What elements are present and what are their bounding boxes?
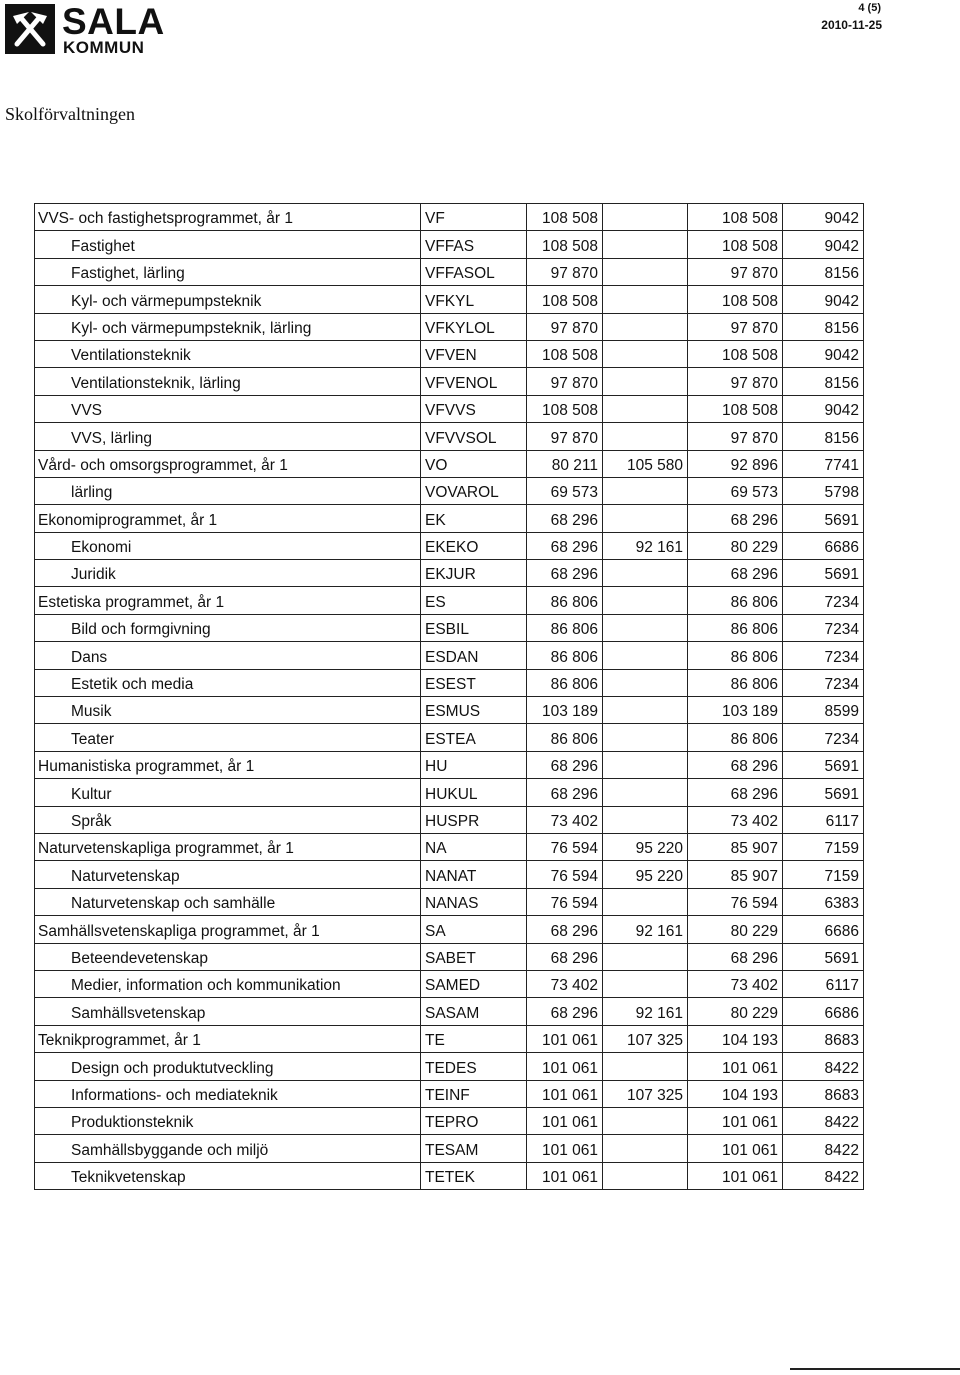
amount-cell [603,368,688,395]
amount-cell [603,888,688,915]
amount-cell: 86 806 [688,724,783,751]
program-code-cell: VF [421,204,527,231]
document-date: 2010-11-25 [821,18,882,32]
amount-cell: 108 508 [688,204,783,231]
program-code-cell: VOVAROL [421,477,527,504]
table-row [35,614,864,641]
amount-cell: 80 229 [688,916,783,943]
program-name-cell: Dans [35,642,421,669]
table-row [35,1053,864,1080]
program-name-cell: Naturvetenskapliga programmet, år 1 [35,833,421,860]
amount-cell [603,231,688,258]
table-row [35,916,864,943]
monthly-amount-cell: 8422 [783,1053,864,1080]
amount-cell: 101 061 [688,1107,783,1134]
monthly-amount-cell: 5691 [783,751,864,778]
program-code-cell: VFKYL [421,286,527,313]
logo-subtitle: KOMMUN [63,38,145,57]
amount-cell: 80 211 [527,450,603,477]
monthly-amount-cell: 7234 [783,669,864,696]
amount-cell: 107 325 [603,1025,688,1052]
table-row [35,368,864,395]
monthly-amount-cell: 8683 [783,1025,864,1052]
amount-cell: 86 806 [688,587,783,614]
program-code-cell: TEPRO [421,1107,527,1134]
amount-cell: 68 296 [527,779,603,806]
amount-cell: 101 061 [527,1107,603,1134]
program-name-cell: Fastighet [35,231,421,258]
table-row [35,751,864,778]
program-code-cell: EKJUR [421,560,527,587]
amount-cell: 76 594 [527,888,603,915]
amount-cell: 97 870 [527,313,603,340]
amount-cell [603,806,688,833]
monthly-amount-cell: 8683 [783,1080,864,1107]
program-code-cell: EKEKO [421,532,527,559]
monthly-amount-cell: 6686 [783,916,864,943]
amount-cell: 68 296 [527,998,603,1025]
amount-cell: 108 508 [688,231,783,258]
amount-cell [603,313,688,340]
footer-rule [790,1368,960,1370]
program-code-cell: ESMUS [421,697,527,724]
program-name-cell: lärling [35,477,421,504]
program-name-cell: Samhällsbyggande och miljö [35,1135,421,1162]
program-name-cell: Teknikvetenskap [35,1162,421,1189]
monthly-amount-cell: 6686 [783,532,864,559]
amount-cell: 69 573 [688,477,783,504]
monthly-amount-cell: 8156 [783,423,864,450]
amount-cell: 73 402 [688,970,783,997]
monthly-amount-cell: 5798 [783,477,864,504]
amount-cell: 101 061 [688,1135,783,1162]
amount-cell [603,423,688,450]
monthly-amount-cell: 8156 [783,368,864,395]
program-code-cell: ESBIL [421,614,527,641]
monthly-amount-cell: 5691 [783,505,864,532]
amount-cell: 76 594 [527,833,603,860]
monthly-amount-cell: 9042 [783,204,864,231]
program-name-cell: Kyl- och värmepumpsteknik [35,286,421,313]
table-row [35,724,864,751]
amount-cell: 101 061 [527,1025,603,1052]
program-name-cell: Naturvetenskap [35,861,421,888]
program-name-cell: Ventilationsteknik [35,340,421,367]
amount-cell [603,477,688,504]
program-code-cell: VFVENOL [421,368,527,395]
monthly-amount-cell: 8422 [783,1107,864,1134]
program-name-cell: Teknikprogrammet, år 1 [35,1025,421,1052]
program-code-cell: SA [421,916,527,943]
amount-cell [603,587,688,614]
program-cost-table-body [35,204,864,1190]
amount-cell: 73 402 [688,806,783,833]
program-code-cell: ESDAN [421,642,527,669]
program-code-cell: TESAM [421,1135,527,1162]
program-name-cell: Estetiska programmet, år 1 [35,587,421,614]
monthly-amount-cell: 6686 [783,998,864,1025]
amount-cell: 86 806 [688,642,783,669]
monthly-amount-cell: 9042 [783,340,864,367]
program-name-cell: Ventilationsteknik, lärling [35,368,421,395]
monthly-amount-cell: 8156 [783,313,864,340]
amount-cell [603,1107,688,1134]
hammer-pick-logo-icon [5,4,55,54]
amount-cell [603,560,688,587]
program-name-cell: Kyl- och värmepumpsteknik, lärling [35,313,421,340]
program-name-cell: Design och produktutveckling [35,1053,421,1080]
department-name: Skolförvaltningen [5,104,135,124]
amount-cell: 73 402 [527,970,603,997]
amount-cell [603,340,688,367]
monthly-amount-cell: 8422 [783,1162,864,1189]
table-row [35,560,864,587]
amount-cell: 86 806 [527,669,603,696]
program-name-cell: Vård- och omsorgsprogrammet, år 1 [35,450,421,477]
amount-cell: 69 573 [527,477,603,504]
amount-cell [603,943,688,970]
program-name-cell: Musik [35,697,421,724]
amount-cell [603,779,688,806]
program-name-cell: Estetik och media [35,669,421,696]
amount-cell [603,724,688,751]
amount-cell: 68 296 [688,943,783,970]
program-code-cell: VFKYLOL [421,313,527,340]
amount-cell: 103 189 [688,697,783,724]
amount-cell: 68 296 [527,916,603,943]
amount-cell: 92 161 [603,916,688,943]
table-row [35,888,864,915]
amount-cell: 86 806 [527,724,603,751]
amount-cell: 108 508 [688,340,783,367]
amount-cell: 105 580 [603,450,688,477]
table-row [35,477,864,504]
amount-cell [603,1135,688,1162]
amount-cell: 85 907 [688,861,783,888]
monthly-amount-cell: 7234 [783,642,864,669]
amount-cell: 97 870 [688,258,783,285]
logo-name: SALA [62,1,165,42]
monthly-amount-cell: 6117 [783,970,864,997]
amount-cell [603,970,688,997]
monthly-amount-cell: 7234 [783,587,864,614]
table-row [35,395,864,422]
table-row [35,423,864,450]
program-cost-table [34,203,864,1190]
monthly-amount-cell: 8156 [783,258,864,285]
table-row [35,970,864,997]
program-code-cell: TEDES [421,1053,527,1080]
amount-cell: 103 189 [527,697,603,724]
program-name-cell: Samhällsvetenskapliga programmet, år 1 [35,916,421,943]
program-name-cell: Juridik [35,560,421,587]
amount-cell [603,505,688,532]
program-code-cell: TEINF [421,1080,527,1107]
amount-cell [603,751,688,778]
amount-cell: 97 870 [688,313,783,340]
program-name-cell: Språk [35,806,421,833]
table-row [35,1162,864,1189]
amount-cell: 68 296 [527,505,603,532]
program-code-cell: VFFASOL [421,258,527,285]
amount-cell: 108 508 [527,340,603,367]
amount-cell: 68 296 [527,751,603,778]
amount-cell: 101 061 [527,1135,603,1162]
program-name-cell: VVS [35,395,421,422]
monthly-amount-cell: 7159 [783,833,864,860]
program-code-cell: TETEK [421,1162,527,1189]
amount-cell: 76 594 [527,861,603,888]
amount-cell: 95 220 [603,833,688,860]
monthly-amount-cell: 8599 [783,697,864,724]
amount-cell: 108 508 [527,286,603,313]
amount-cell [603,1053,688,1080]
program-name-cell: Bild och formgivning [35,614,421,641]
monthly-amount-cell: 8422 [783,1135,864,1162]
amount-cell: 92 161 [603,998,688,1025]
amount-cell: 76 594 [688,888,783,915]
amount-cell: 108 508 [527,395,603,422]
program-code-cell: NANAT [421,861,527,888]
amount-cell: 80 229 [688,532,783,559]
amount-cell: 68 296 [688,505,783,532]
table-row [35,861,864,888]
table-row [35,779,864,806]
program-code-cell: VFVVS [421,395,527,422]
program-code-cell: HUKUL [421,779,527,806]
program-code-cell: TE [421,1025,527,1052]
amount-cell [603,395,688,422]
program-name-cell: Informations- och mediateknik [35,1080,421,1107]
amount-cell: 86 806 [527,642,603,669]
program-name-cell: Beteendevetenskap [35,943,421,970]
amount-cell: 108 508 [527,231,603,258]
table-row [35,204,864,231]
program-name-cell: Humanistiska programmet, år 1 [35,751,421,778]
monthly-amount-cell: 5691 [783,943,864,970]
amount-cell: 68 296 [688,779,783,806]
amount-cell: 108 508 [527,204,603,231]
amount-cell: 68 296 [688,751,783,778]
program-code-cell: VFVEN [421,340,527,367]
monthly-amount-cell: 5691 [783,779,864,806]
amount-cell: 68 296 [527,560,603,587]
program-name-cell: Medier, information och kommunikation [35,970,421,997]
table-row [35,1135,864,1162]
sala-kommun-logo [5,1,165,60]
monthly-amount-cell: 7234 [783,614,864,641]
table-row [35,258,864,285]
page-number: 4 (5) [858,2,881,14]
amount-cell: 68 296 [527,943,603,970]
table-row [35,697,864,724]
amount-cell: 95 220 [603,861,688,888]
amount-cell: 92 161 [603,532,688,559]
table-row [35,340,864,367]
table-row [35,943,864,970]
program-code-cell: SABET [421,943,527,970]
amount-cell: 101 061 [688,1162,783,1189]
amount-cell: 86 806 [688,614,783,641]
program-code-cell: NANAS [421,888,527,915]
program-code-cell: ESTEA [421,724,527,751]
amount-cell: 97 870 [527,258,603,285]
amount-cell: 68 296 [688,560,783,587]
monthly-amount-cell: 7234 [783,724,864,751]
amount-cell [603,642,688,669]
program-code-cell: HUSPR [421,806,527,833]
program-name-cell: Produktionsteknik [35,1107,421,1134]
amount-cell [603,669,688,696]
program-name-cell: Kultur [35,779,421,806]
amount-cell: 101 061 [527,1080,603,1107]
program-code-cell: EK [421,505,527,532]
program-code-cell: VO [421,450,527,477]
amount-cell: 101 061 [527,1162,603,1189]
program-name-cell: Samhällsvetenskap [35,998,421,1025]
amount-cell: 86 806 [527,614,603,641]
amount-cell: 101 061 [688,1053,783,1080]
program-name-cell: Fastighet, lärling [35,258,421,285]
table-row [35,833,864,860]
table-row [35,806,864,833]
program-name-cell: Ekonomi [35,532,421,559]
amount-cell [603,697,688,724]
program-name-cell: Naturvetenskap och samhälle [35,888,421,915]
table-row [35,313,864,340]
table-row [35,642,864,669]
amount-cell [603,1162,688,1189]
program-name-cell: VVS, lärling [35,423,421,450]
amount-cell: 86 806 [688,669,783,696]
amount-cell: 97 870 [527,368,603,395]
monthly-amount-cell: 6117 [783,806,864,833]
amount-cell: 104 193 [688,1080,783,1107]
program-code-cell: SAMED [421,970,527,997]
amount-cell: 108 508 [688,286,783,313]
table-row [35,587,864,614]
table-row [35,505,864,532]
monthly-amount-cell: 9042 [783,395,864,422]
monthly-amount-cell: 7159 [783,861,864,888]
table-row [35,998,864,1025]
amount-cell: 97 870 [527,423,603,450]
program-code-cell: VFFAS [421,231,527,258]
amount-cell: 101 061 [527,1053,603,1080]
amount-cell: 86 806 [527,587,603,614]
monthly-amount-cell: 9042 [783,231,864,258]
table-row [35,286,864,313]
table-row [35,450,864,477]
table-row [35,1080,864,1107]
amount-cell: 85 907 [688,833,783,860]
amount-cell: 104 193 [688,1025,783,1052]
amount-cell [603,258,688,285]
program-name-cell: Ekonomiprogrammet, år 1 [35,505,421,532]
program-code-cell: SASAM [421,998,527,1025]
monthly-amount-cell: 5691 [783,560,864,587]
monthly-amount-cell: 9042 [783,286,864,313]
program-name-cell: VVS- och fastighetsprogrammet, år 1 [35,204,421,231]
table-row [35,1025,864,1052]
amount-cell: 92 896 [688,450,783,477]
table-row [35,1107,864,1134]
amount-cell [603,286,688,313]
amount-cell: 108 508 [688,395,783,422]
table-row [35,669,864,696]
monthly-amount-cell: 6383 [783,888,864,915]
amount-cell: 68 296 [527,532,603,559]
monthly-amount-cell: 7741 [783,450,864,477]
table-row [35,231,864,258]
program-code-cell: NA [421,833,527,860]
amount-cell: 107 325 [603,1080,688,1107]
amount-cell: 97 870 [688,368,783,395]
amount-cell [603,204,688,231]
amount-cell: 80 229 [688,998,783,1025]
amount-cell [603,614,688,641]
program-code-cell: HU [421,751,527,778]
table-row [35,532,864,559]
program-code-cell: VFVVSOL [421,423,527,450]
program-code-cell: ESEST [421,669,527,696]
program-code-cell: ES [421,587,527,614]
program-name-cell: Teater [35,724,421,751]
amount-cell: 73 402 [527,806,603,833]
amount-cell: 97 870 [688,423,783,450]
